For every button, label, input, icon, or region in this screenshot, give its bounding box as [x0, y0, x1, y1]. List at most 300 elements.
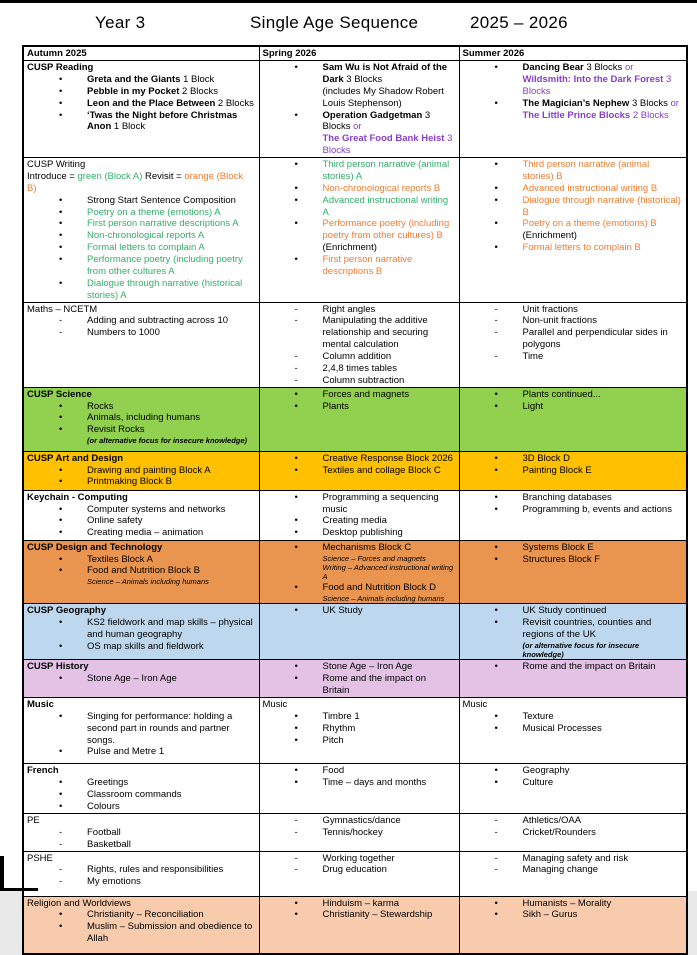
text-line — [323, 527, 455, 539]
text-line — [323, 661, 455, 673]
text-segment: The Great Food Bank Heist — [322, 133, 448, 145]
cell-geography-summer — [459, 603, 687, 659]
dash-icon: - — [294, 852, 298, 864]
item-text — [87, 617, 255, 641]
text-segment: Humanists – Morality — [522, 897, 612, 909]
bullet-icon: • — [59, 776, 63, 788]
item-text — [87, 909, 255, 921]
list-item — [463, 504, 683, 516]
bullet-icon: • — [294, 491, 298, 503]
text-segment: Third person narrative (animal stories) A — [322, 159, 450, 182]
list-item — [263, 401, 455, 413]
text-line — [523, 504, 683, 516]
item-text — [323, 159, 455, 183]
item-text — [87, 465, 255, 477]
cell-header: PSHE — [27, 852, 53, 864]
text-segment: 2 Blocks — [217, 97, 254, 109]
item-text — [87, 504, 255, 516]
list-item — [263, 254, 455, 278]
list-item — [263, 864, 455, 876]
dash-icon: - — [59, 327, 63, 339]
item-text — [87, 777, 255, 789]
text-segment: Texture — [522, 710, 554, 722]
text-line — [523, 605, 683, 617]
text-line — [87, 195, 255, 207]
text-line — [523, 492, 683, 504]
text-line — [523, 777, 683, 789]
text-segment: Poetry on a theme (emotions) B — [522, 218, 657, 230]
text-segment: First person narrative descriptions A — [87, 218, 239, 230]
item-text — [323, 735, 455, 747]
cell-header: Music — [262, 698, 288, 710]
list-item — [263, 527, 455, 539]
cell-header: Music — [462, 698, 488, 710]
list-item — [463, 453, 683, 465]
text-line — [323, 315, 455, 351]
item-text — [323, 62, 455, 110]
text-line — [323, 864, 455, 876]
item-text — [323, 777, 455, 789]
item-text — [87, 673, 255, 685]
item-text — [323, 864, 455, 876]
cell-science-autumn — [23, 387, 259, 451]
item-text — [523, 492, 683, 504]
footnote: Science – Forces and magnets — [322, 553, 426, 563]
bullet-icon: • — [494, 491, 498, 503]
bullet-icon: • — [494, 388, 498, 400]
text-segment: Sikh – Gurus — [522, 909, 578, 921]
list-item — [263, 898, 455, 910]
curriculum-table — [22, 45, 688, 955]
bullet-icon: • — [494, 553, 498, 565]
column-header-row — [23, 46, 687, 61]
text-segment: 2 Blocks — [632, 109, 669, 121]
bullet-icon: • — [59, 464, 63, 476]
text-segment: Cricket/Rounders — [522, 826, 596, 838]
item-text — [87, 207, 255, 219]
item-text — [323, 515, 455, 527]
list-item — [263, 110, 455, 158]
list-item — [27, 777, 255, 789]
text-segment: Time — [522, 351, 544, 362]
text-segment: Timbre 1 — [322, 710, 360, 722]
cell-reading-autumn — [23, 61, 259, 158]
item-text — [323, 453, 455, 465]
text-segment: ‘Twas the Night before Christmas Anon — [87, 109, 238, 133]
dash-icon: - — [294, 362, 298, 374]
bullet-icon: • — [494, 604, 498, 616]
text-line — [523, 304, 683, 316]
text-segment: Textiles Block A — [87, 553, 153, 565]
row-french — [23, 763, 687, 813]
item-text — [523, 218, 683, 242]
item-text — [323, 304, 455, 316]
text-line — [87, 74, 255, 86]
bullet-icon: • — [59, 476, 63, 488]
bullet-icon: • — [494, 541, 498, 553]
text-line — [87, 839, 255, 851]
text-line — [323, 777, 455, 789]
bullet-icon: • — [59, 400, 63, 412]
text-segment: Painting Block E — [522, 464, 592, 476]
text-line — [87, 327, 255, 339]
list-item — [263, 453, 455, 465]
dash-icon: - — [494, 315, 498, 327]
item-text — [523, 853, 683, 865]
list-item — [27, 207, 255, 219]
cell-reading-summer — [459, 61, 687, 158]
list-item — [263, 492, 455, 516]
text-line — [87, 789, 255, 801]
list-item — [263, 304, 455, 316]
text-line — [523, 898, 683, 910]
list-item — [263, 765, 455, 777]
text-segment: Textiles and collage Block C — [322, 464, 441, 476]
item-text — [87, 327, 255, 339]
text-line — [323, 542, 455, 554]
list-item — [263, 389, 455, 401]
text-line — [523, 465, 683, 477]
text-line — [87, 876, 255, 888]
list-item — [463, 554, 683, 566]
list-item — [27, 746, 255, 758]
item-text — [523, 504, 683, 516]
text-line — [87, 476, 255, 488]
text-segment: Gymnastics/dance — [322, 814, 401, 826]
column-header-autumn: Autumn 2025 — [23, 46, 259, 61]
bullet-icon: • — [59, 527, 63, 539]
text-line — [87, 554, 255, 566]
text-segment: Advanced instructional writing B — [522, 182, 658, 194]
item-text — [323, 315, 455, 351]
list-item — [27, 554, 255, 566]
list-item — [463, 351, 683, 363]
bullet-icon: • — [294, 710, 298, 722]
text-line — [523, 723, 683, 735]
list-item — [27, 110, 255, 134]
item-text — [523, 777, 683, 789]
item-text — [87, 527, 255, 539]
cell-history-summer — [459, 660, 687, 698]
bullet-icon: • — [294, 182, 298, 194]
text-line — [87, 909, 255, 921]
text-line — [87, 746, 255, 758]
item-text — [523, 327, 683, 351]
dash-icon: - — [59, 838, 63, 850]
text-line — [523, 159, 683, 183]
row-geography — [23, 603, 687, 659]
list-item — [263, 515, 455, 527]
list-item — [27, 515, 255, 527]
cell-art-spring — [259, 451, 459, 490]
row-maths — [23, 302, 687, 387]
text-segment: Christianity – Stewardship — [322, 909, 433, 921]
text-line — [523, 327, 683, 351]
text-line — [523, 98, 683, 110]
bullet-icon: • — [59, 640, 63, 652]
text-line — [523, 218, 683, 230]
text-segment: Column subtraction — [322, 374, 405, 386]
cell-reading-spring — [259, 61, 459, 158]
item-text — [323, 375, 455, 387]
list-item — [463, 195, 683, 219]
text-line — [523, 815, 683, 827]
text-segment: Creative Response Block 2026 — [322, 452, 453, 464]
bullet-icon: • — [494, 909, 498, 921]
text-line — [323, 363, 455, 375]
text-segment: UK Study continued — [522, 604, 607, 616]
bullet-icon: • — [59, 909, 63, 921]
item-text — [523, 827, 683, 839]
text-line — [323, 735, 455, 747]
item-text — [323, 605, 455, 617]
text-line — [523, 853, 683, 865]
row-religion — [23, 896, 687, 954]
footnote: (or alternative focus for insecure knowledge) — [87, 436, 248, 446]
page-top-rule — [0, 0, 697, 3]
item-text — [523, 453, 683, 465]
text-segment: Printmaking Block B — [87, 476, 173, 488]
text-segment: Branching databases — [522, 491, 612, 503]
bullet-icon: • — [294, 722, 298, 734]
text-line — [323, 582, 455, 594]
cell-dt-autumn — [23, 540, 259, 603]
text-segment: Advanced instructional writing A — [322, 194, 449, 218]
text-segment: Pitch — [322, 734, 344, 746]
bullet-icon: • — [494, 897, 498, 909]
bullet-icon: • — [294, 109, 298, 121]
text-line — [87, 207, 255, 219]
list-item — [463, 327, 683, 351]
list-item — [463, 401, 683, 413]
cell-art-autumn — [23, 451, 259, 490]
text-line — [323, 711, 455, 723]
text-segment: Programming a sequencing music — [322, 491, 439, 515]
footnote: (or alternative focus for insecure knowledge) — [522, 640, 640, 659]
text-line — [323, 254, 455, 278]
text-line — [87, 98, 255, 110]
text-segment: 3 Blocks — [346, 73, 383, 85]
item-text — [323, 254, 455, 278]
item-text — [323, 853, 455, 865]
text-line — [87, 412, 255, 424]
text-line — [523, 453, 683, 465]
item-text — [323, 723, 455, 735]
text-line — [523, 617, 683, 641]
item-text — [523, 242, 683, 254]
text-segment: orange (Block B) — [27, 170, 243, 194]
text-segment: Leon and the Place Between — [87, 97, 218, 109]
text-segment: Poetry on a theme (emotions) A — [87, 206, 221, 218]
page-header — [0, 10, 697, 40]
bullet-icon: • — [294, 388, 298, 400]
text-segment: Revisit Rocks — [87, 424, 145, 436]
item-text — [323, 110, 455, 158]
item-text — [87, 789, 255, 801]
item-text — [523, 351, 683, 363]
list-item — [263, 853, 455, 865]
text-line — [323, 898, 455, 910]
text-segment: UK Study — [322, 604, 363, 616]
list-item — [27, 476, 255, 488]
cell-dt-summer — [459, 540, 687, 603]
text-line — [87, 527, 255, 539]
text-segment: (Enrichment) — [522, 230, 577, 242]
item-text — [523, 661, 683, 673]
text-segment: Managing safety and risk — [522, 852, 629, 864]
text-line — [87, 711, 255, 747]
bullet-icon: • — [59, 565, 63, 577]
text-line — [323, 110, 455, 134]
list-item — [463, 898, 683, 910]
bullet-icon: • — [494, 218, 498, 230]
text-segment: The Magician’s Nephew — [522, 97, 632, 109]
item-text — [87, 864, 255, 876]
text-line — [523, 401, 683, 413]
item-text — [87, 86, 255, 98]
dash-icon: - — [59, 826, 63, 838]
item-text — [87, 827, 255, 839]
list-item — [27, 98, 255, 110]
text-segment: Dialogue through narrative (historical stories) A — [87, 277, 243, 301]
text-line — [523, 827, 683, 839]
text-segment: Classroom commands — [87, 788, 182, 800]
list-item — [27, 230, 255, 242]
dash-icon: - — [294, 351, 298, 362]
bullet-icon: • — [494, 242, 498, 254]
text-segment: Food and Nutrition Block B — [87, 565, 201, 577]
item-text — [87, 315, 255, 327]
cell-pshe-autumn — [23, 851, 259, 896]
cell-computing-spring — [259, 490, 459, 540]
list-item — [27, 424, 255, 445]
item-text — [523, 815, 683, 827]
text-line — [523, 242, 683, 254]
list-item — [463, 465, 683, 477]
list-item — [27, 864, 255, 876]
text-segment: (includes My Shadow Robert Louis Stephenson) — [322, 85, 444, 109]
cell-header: CUSP Art and Design — [27, 452, 124, 464]
row-writing — [23, 158, 687, 303]
bullet-icon: • — [59, 800, 63, 812]
text-segment: KS2 fieldwork and map skills – physical and human geography — [87, 616, 253, 640]
dash-icon: - — [494, 852, 498, 864]
item-text — [523, 389, 683, 401]
list-item — [27, 315, 255, 327]
cell-computing-summer — [459, 490, 687, 540]
item-text — [523, 98, 683, 122]
row-art — [23, 451, 687, 490]
text-segment: 3 Blocks — [631, 97, 671, 109]
item-text — [523, 898, 683, 910]
row-dt — [23, 540, 687, 603]
text-line — [323, 218, 455, 242]
text-line — [323, 605, 455, 617]
cell-header: Keychain - Computing — [27, 491, 128, 503]
text-segment: Drug education — [322, 864, 387, 876]
bullet-icon: • — [294, 581, 298, 593]
page-title-year: Year 3 — [95, 13, 146, 32]
text-line — [87, 424, 255, 436]
item-text — [87, 424, 255, 445]
item-text — [87, 921, 255, 945]
text-segment: Drawing and painting Block A — [87, 464, 211, 476]
list-item — [27, 504, 255, 516]
text-line — [323, 765, 455, 777]
bullet-icon: • — [59, 230, 63, 242]
list-item — [263, 777, 455, 789]
item-text — [87, 641, 255, 653]
cell-science-summer — [459, 387, 687, 451]
cell-pshe-summer — [459, 851, 687, 896]
text-segment: Plants — [322, 400, 349, 412]
bullet-icon: • — [59, 788, 63, 800]
list-item — [463, 492, 683, 504]
list-item — [463, 98, 683, 122]
text-line — [523, 765, 683, 777]
list-item — [463, 765, 683, 777]
cell-music-autumn — [23, 697, 259, 763]
item-text — [323, 711, 455, 723]
text-segment: 3D Block D — [522, 452, 571, 464]
list-item — [27, 909, 255, 921]
bullet-icon: • — [494, 616, 498, 628]
text-segment: Hinduism – karma — [322, 897, 400, 909]
text-line — [87, 641, 255, 653]
list-item — [27, 921, 255, 945]
text-segment: Tennis/hockey — [322, 826, 383, 838]
text-segment: 3 Blocks — [586, 62, 625, 73]
bullet-icon: • — [494, 97, 498, 109]
cell-header: PE — [27, 814, 40, 826]
text-segment: Rocks — [87, 400, 114, 412]
text-line — [323, 375, 455, 387]
item-text — [87, 515, 255, 527]
row-reading — [23, 61, 687, 158]
item-text — [87, 254, 255, 278]
text-segment: Creating media — [322, 515, 387, 527]
item-text — [323, 765, 455, 777]
text-line — [323, 515, 455, 527]
dash-icon: - — [294, 814, 298, 826]
item-text — [523, 554, 683, 566]
list-item — [463, 315, 683, 327]
item-text — [87, 839, 255, 851]
text-segment: Dancing Bear — [522, 62, 587, 73]
text-segment: Food — [322, 764, 345, 776]
list-item — [263, 375, 455, 387]
list-item — [263, 909, 455, 921]
text-segment: The Little Prince Blocks — [522, 109, 633, 121]
text-line — [87, 110, 255, 134]
bullet-icon: • — [59, 218, 63, 230]
text-segment: My emotions — [87, 876, 141, 888]
cell-french-autumn — [23, 763, 259, 813]
text-line — [323, 195, 455, 219]
item-text — [523, 62, 683, 98]
cell-header: Maths – NCETM — [27, 303, 98, 315]
text-segment: Rights, rules and responsibilities — [87, 864, 224, 876]
text-line — [323, 827, 455, 839]
list-item — [27, 876, 255, 888]
list-item — [27, 218, 255, 230]
dash-icon: - — [59, 864, 63, 876]
text-segment: Dialogue through narrative (historical) B — [522, 194, 681, 218]
item-text — [323, 909, 455, 921]
text-segment: or — [670, 97, 679, 109]
cell-french-spring — [259, 763, 459, 813]
cell-history-autumn — [23, 660, 259, 698]
